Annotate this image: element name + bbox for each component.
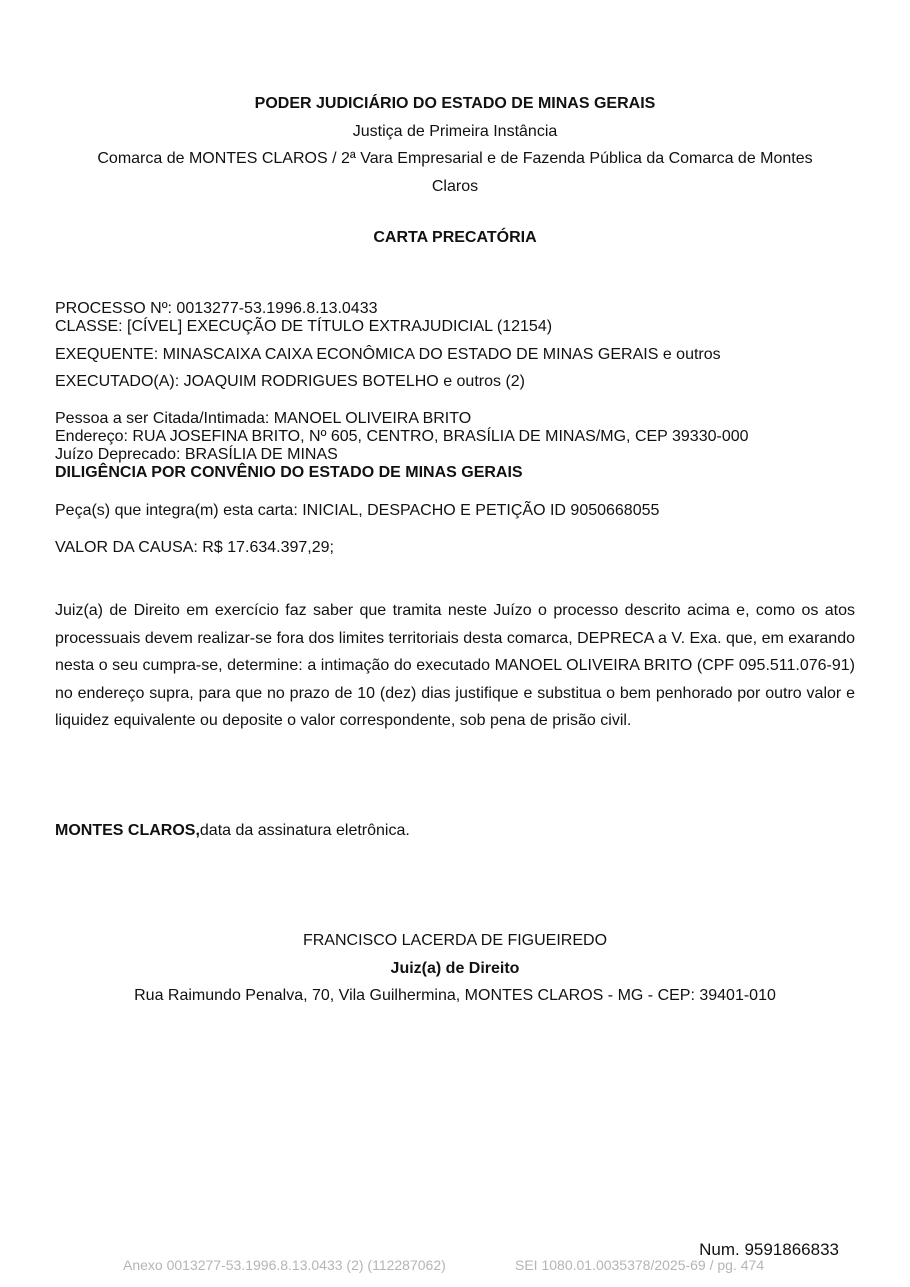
- comarca-line-2: Claros: [431, 178, 479, 195]
- document-number: Num. 9591866833: [699, 1240, 839, 1259]
- comarca-line-1: Comarca de MONTES CLAROS / 2ª Vara Empresarial e de Fazenda Pública da Comarca de Montes: [97, 150, 813, 167]
- place-date: [55, 822, 855, 840]
- signer-role: Juiz(a) de Direito: [390, 960, 520, 977]
- document-title: CARTA PRECATÓRIA: [373, 229, 537, 246]
- place-date-text: data da assinatura eletrônica.: [199, 822, 410, 839]
- signer-address: Rua Raimundo Penalva, 70, Vila Guilhermina, MONTES CLAROS - MG - CEP: 39401-010: [134, 987, 776, 1004]
- exequente-line: EXEQUENTE: MINASCAIXA CAIXA ECONÔMICA DO ESTADO DE MINAS GERAIS e outros: [55, 346, 721, 363]
- signer-name: FRANCISCO LACERDA DE FIGUEIREDO: [302, 932, 608, 949]
- sei-reference: SEI 1080.01.0035378/2025-69 / pg. 474: [515, 1257, 765, 1273]
- place-city: MONTES CLAROS,: [55, 822, 200, 839]
- anexo-reference: Anexo 0013277-53.1996.8.13.0433 (2) (112287062): [123, 1257, 446, 1273]
- instance-line: Justiça de Primeira Instância: [352, 123, 558, 140]
- classe-line: CLASSE: [CÍVEL] EXECUÇÃO DE TÍTULO EXTRAJUDICIAL (12154): [55, 318, 553, 335]
- juizo-deprecado: Juízo Deprecado: BRASÍLIA DE MINAS: [55, 446, 338, 463]
- body-paragraph: Juiz(a) de Direito em exercício faz saber que tramita neste Juízo o processo descrito acima e, como os atos processuais devem realizar-se fora dos limites territoriais desta comarca, DEPRECA a V. Exa. que, em exarando nesta o seu cumpra-se, determine: a intimação do executado MANOEL OLIVEIRA BRITO (CPF 095.511.076-91) no endereço supra, para que no prazo de 10 (dez) dias justifique e substitua o bem penhorado por outro valor e liquidez equivalente ou deposite o valor correspondente, sob pena de prisão civil.: [55, 602, 855, 730]
- executado-line: EXECUTADO(A): JOAQUIM RODRIGUES BOTELHO e outros (2): [55, 373, 525, 390]
- endereco-line: Endereço: RUA JOSEFINA BRITO, Nº 605, CENTRO, BRASÍLIA DE MINAS/MG, CEP 39330-000: [55, 428, 749, 445]
- pessoa-citada: Pessoa a ser Citada/Intimada: MANOEL OLIVEIRA BRITO: [55, 410, 472, 427]
- diligencia-line: DILIGÊNCIA POR CONVÊNIO DO ESTADO DE MINAS GERAIS: [55, 464, 523, 481]
- valor-causa: VALOR DA CAUSA: R$ 17.634.397,29;: [55, 539, 334, 556]
- pecas-line: Peça(s) que integra(m) esta carta: INICIAL, DESPACHO E PETIÇÃO ID 9050668055: [55, 502, 660, 519]
- processo-number: PROCESSO Nº: 0013277-53.1996.8.13.0433: [55, 300, 378, 317]
- court-name: PODER JUDICIÁRIO DO ESTADO DE MINAS GERAIS: [254, 95, 656, 112]
